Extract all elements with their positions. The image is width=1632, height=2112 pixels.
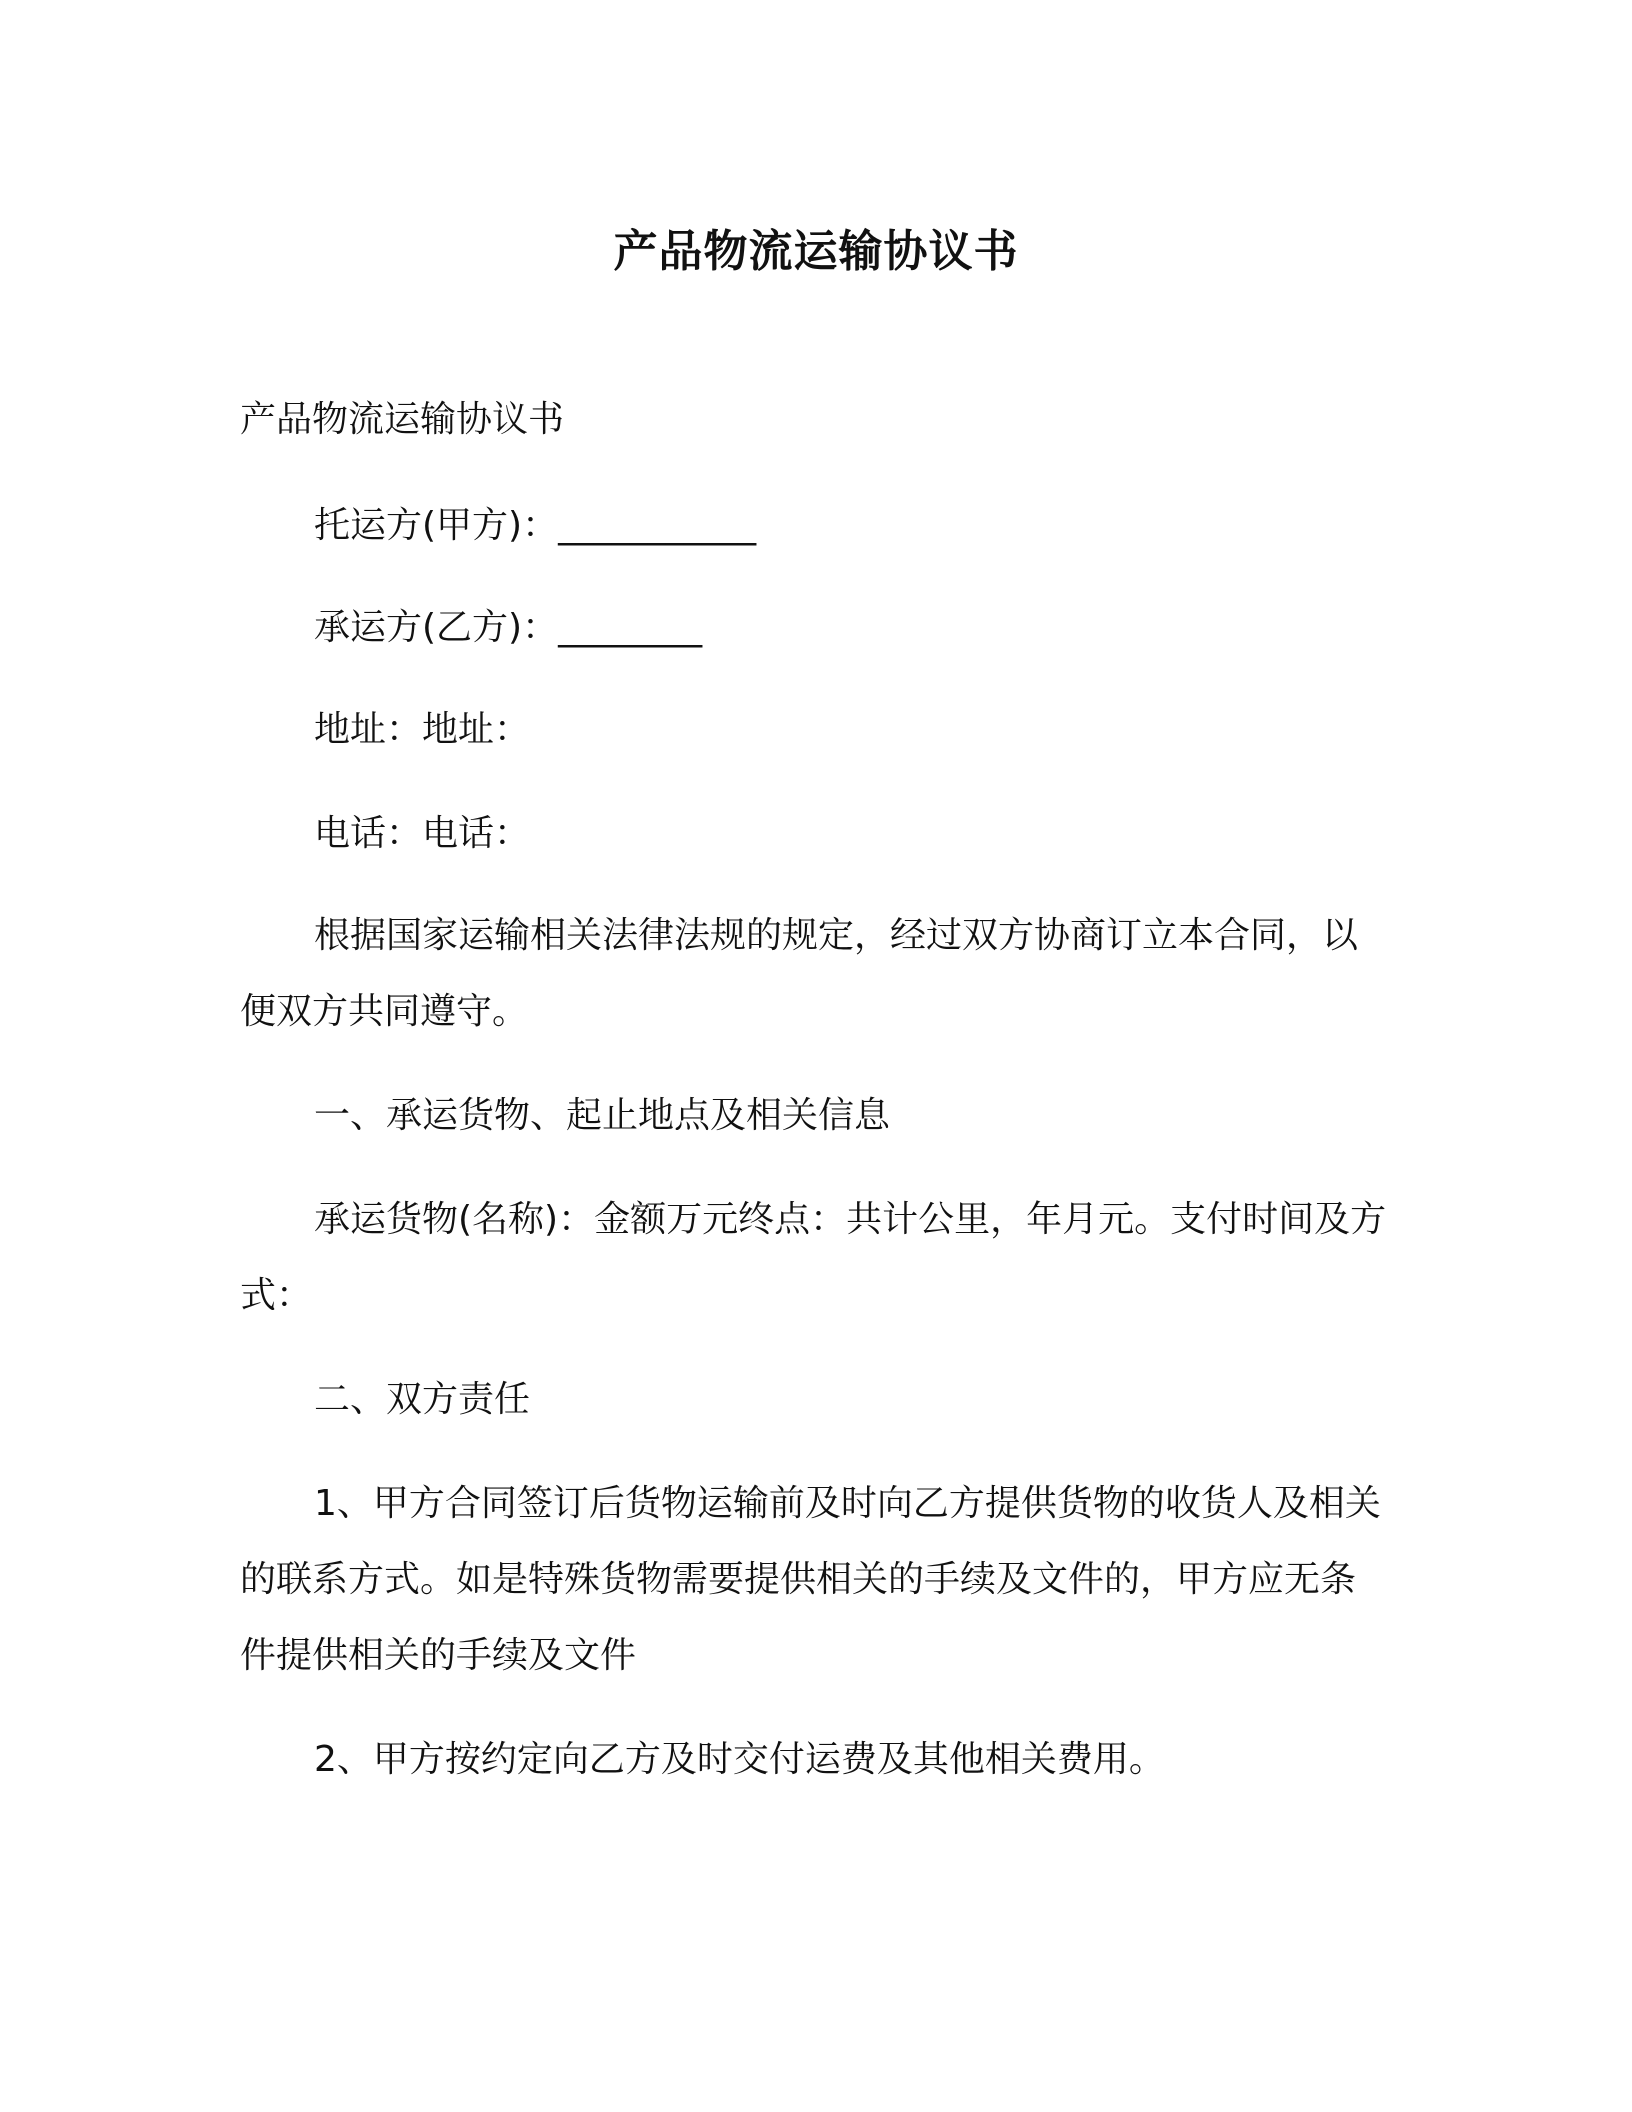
preamble-paragraph: 根据国家运输相关法律法规的规定，经过双方协商订立本合同，以便双方共同遵守。: [240, 915, 1359, 1032]
document-title: 产品物流运输协议书: [613, 226, 1019, 277]
section-heading-2: 二、双方责任: [314, 1379, 531, 1420]
clause-1-paragraph: 1、甲方合同签订后货物运输前及时向乙方提供货物的收货人及相关的联系方式。如是特殊货物需要提供相关的手续及文件的，甲方应无条件提供相关的手续及文件: [240, 1483, 1381, 1676]
cargo-info-paragraph: 承运货物(名称)：金额万元终点：共计公里，年月元。支付时间及方式：: [240, 1199, 1387, 1316]
clause-2-paragraph: 2、甲方按约定向乙方及时交付运费及其他相关费用。: [314, 1739, 1165, 1780]
consignor-line: 托运方(甲方)：___________: [314, 505, 757, 546]
address-line: 地址：地址：: [314, 709, 531, 750]
carrier-line: 承运方(乙方)：________: [314, 607, 703, 648]
phone-line: 电话：电话：: [314, 813, 531, 854]
section-heading-1: 一、承运货物、起止地点及相关信息: [314, 1095, 891, 1136]
document-subtitle: 产品物流运输协议书: [240, 399, 565, 440]
